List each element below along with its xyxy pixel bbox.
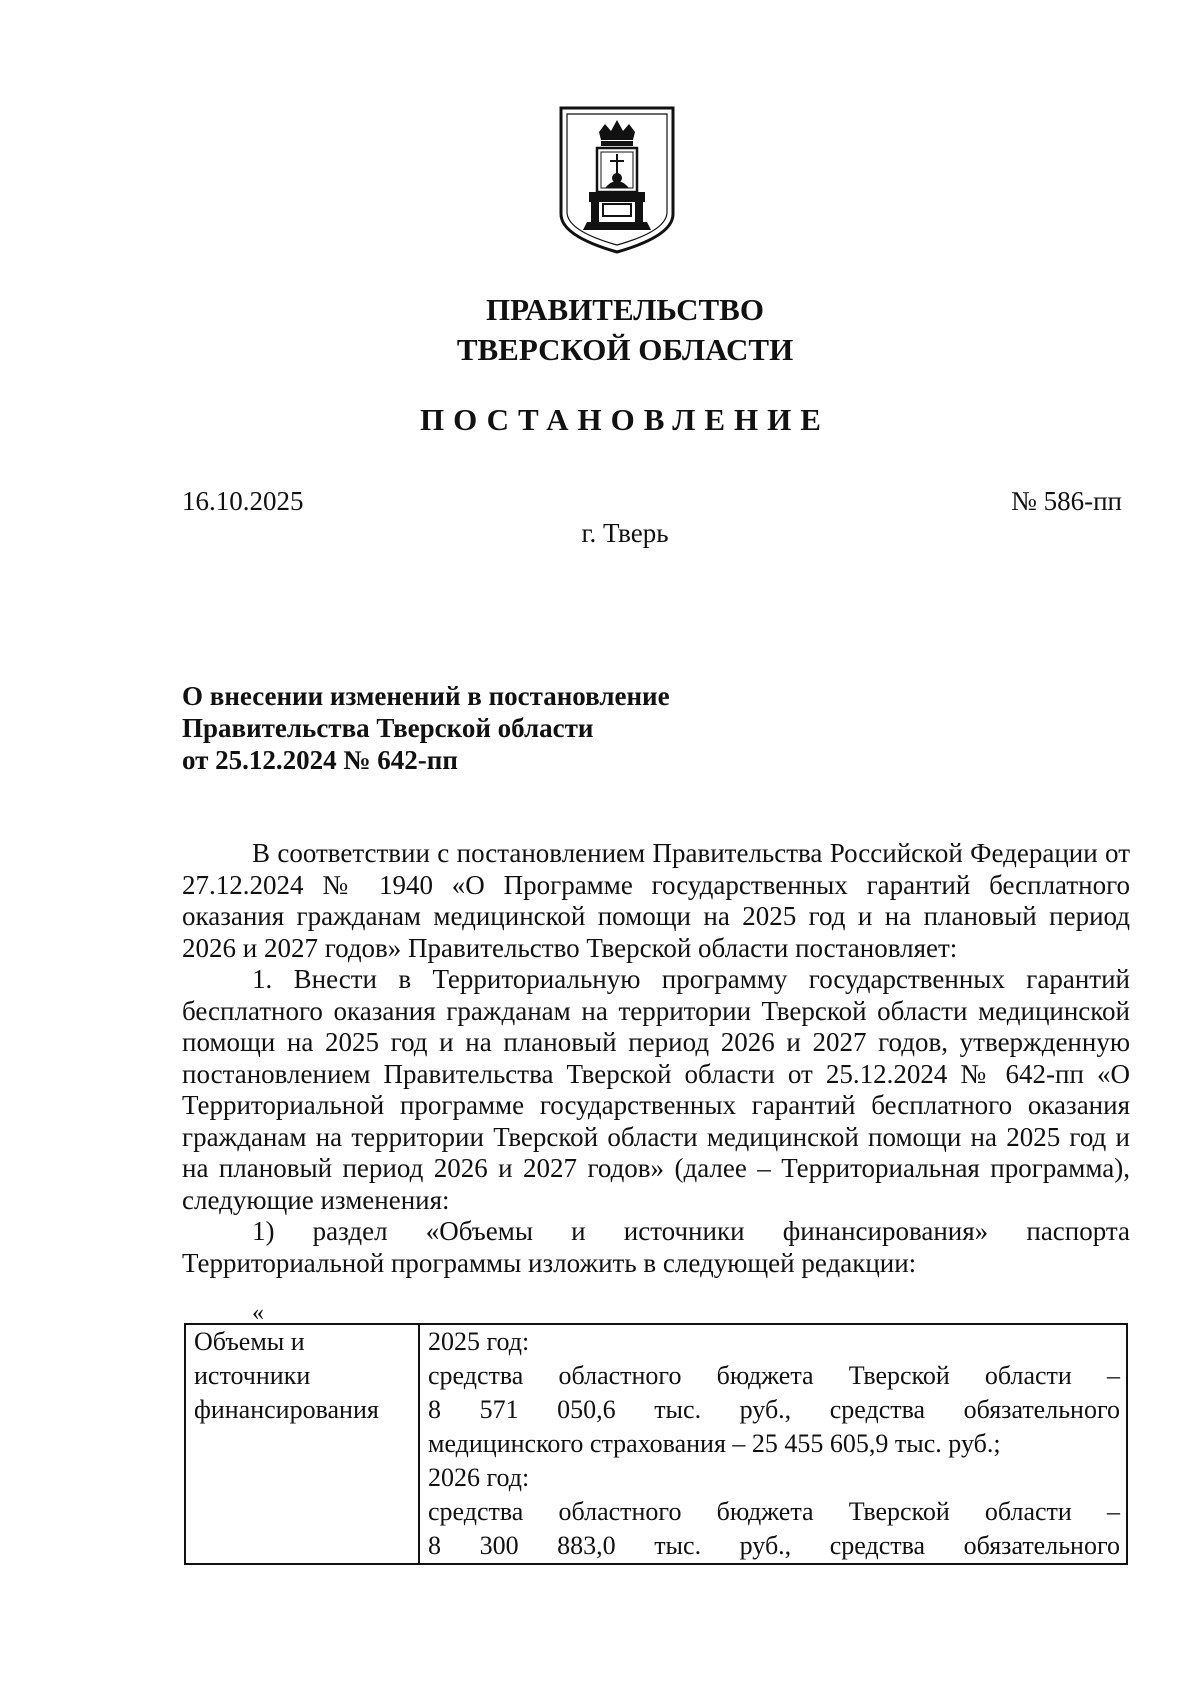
value-line: средства областного бюджета Тверской области –: [428, 1361, 1120, 1390]
table-label-cell: [185, 1324, 419, 1564]
document-type: ПОСТАНОВЛЕНИЕ: [420, 402, 830, 437]
table-row: [185, 1324, 1127, 1564]
document-body: [182, 838, 1130, 1279]
table-value-cell: [419, 1324, 1127, 1564]
value-line: 2026 год:: [428, 1463, 530, 1492]
document-number: № 586-пп: [1011, 486, 1122, 516]
body-paragraph-item1: 1. Внести в Территориальную программу государственных гарантий бесплатного оказания гражданам на территории Тверской области медицинской помощи на 2025 год и на плановый период 2026 и 2027 годов, утвержденную постановлением Правительства Тверской области от 25.12.2024 № 642-пп «О Территориальной программе государственных гарантий бесплатного оказания гражданам на территории Тверской области медицинской помощи на 2025 год и на плановый период 2026 и 2027 годов» (далее – Территориальная программа), следующие изменения:: [182, 964, 1130, 1215]
government-title-line1: ПРАВИТЕЛЬСТВО: [486, 292, 764, 327]
document-date: 16.10.2025: [182, 486, 304, 516]
value-line: медицинского страхования – 25 455 605,9 тыс. руб.;: [428, 1429, 1001, 1458]
value-line: средства областного бюджета Тверской области –: [428, 1497, 1120, 1526]
value-line: 8 300 883,0 тыс. руб., средства обязательного: [428, 1531, 1120, 1560]
opening-quote: «: [252, 1300, 264, 1326]
label-line: финансирования: [194, 1395, 379, 1424]
label-line: Объемы и: [194, 1327, 305, 1356]
subject-line3: от 25.12.2024 № 642-пп: [182, 745, 458, 775]
subject-line2: Правительства Тверской области: [182, 713, 594, 743]
label-line: источники: [194, 1361, 311, 1390]
coat-of-arms-tver-icon: [557, 104, 677, 256]
document-city: г. Тверь: [581, 518, 669, 548]
value-line: 2025 год:: [428, 1327, 530, 1356]
document-subject: [182, 680, 670, 776]
body-paragraph-subitem1: 1) раздел «Объемы и источники финансирования» паспорта Территориальной программы изложить в следующей редакции:: [182, 1216, 1130, 1278]
government-title-line2: ТВЕРСКОЙ ОБЛАСТИ: [456, 332, 794, 367]
financing-table: [184, 1323, 1128, 1565]
value-line: 8 571 050,6 тыс. руб., средства обязательного: [428, 1395, 1120, 1424]
body-paragraph-preamble: В соответствии с постановлением Правительства Российской Федерации от 27.12.2024 № 1940 «О Программе государственных гарантий бесплатного оказания гражданам медицинской помощи на 2025 год и на плановый период 2026 и 2027 годов» Правительство Тверской области постановляет:: [182, 838, 1130, 963]
subject-line1: О внесении изменений в постановление: [182, 681, 670, 711]
